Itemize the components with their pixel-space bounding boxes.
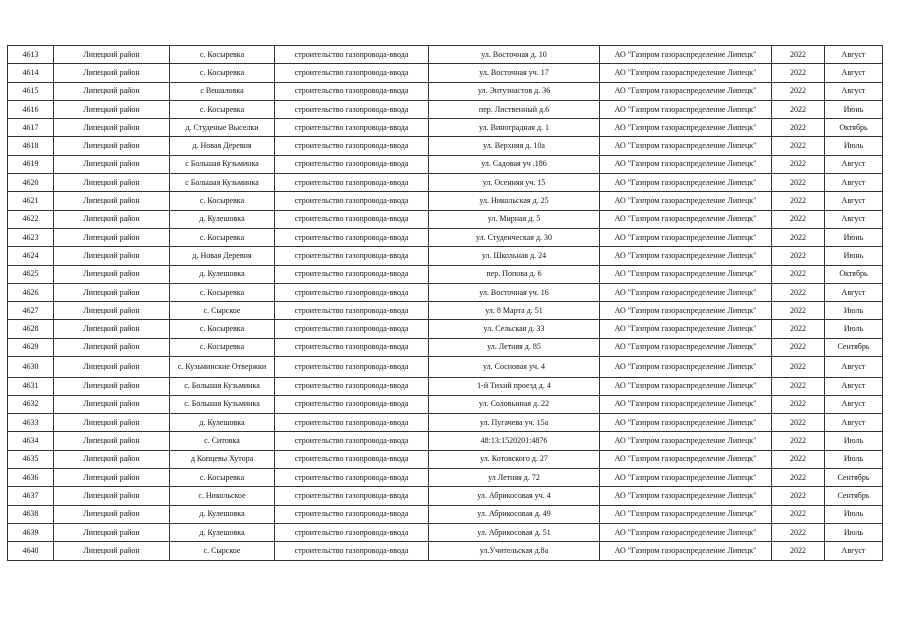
company-cell: АО "Газпром газораспределение Липецк" [600,100,772,118]
company-cell: АО "Газпром газораспределение Липецк" [600,247,772,265]
work-type-cell: строительство газопровода-ввода [275,46,429,64]
district-cell: Липецкий район [54,265,170,283]
district-cell: Липецкий район [54,100,170,118]
year-cell: 2022 [772,432,825,450]
year-cell: 2022 [772,100,825,118]
locality-cell: с Большая Кузьминка [170,155,275,173]
company-cell: АО "Газпром газораспределение Липецк" [600,338,772,356]
company-cell: АО "Газпром газораспределение Липецк" [600,283,772,301]
locality-cell: с. Косыревка [170,338,275,356]
year-cell: 2022 [772,155,825,173]
work-type-cell: строительство газопровода-ввода [275,487,429,505]
table-row [8,192,883,210]
month-cell: Август [825,192,883,210]
month-cell: Август [825,377,883,395]
district-cell: Липецкий район [54,210,170,228]
address-cell: ул. Никольская д. 25 [429,192,600,210]
table-row [8,414,883,432]
address-cell: ул. Студенческая д. 30 [429,228,600,246]
locality-cell: д. Кулешовка [170,210,275,228]
table-row [8,155,883,173]
locality-cell: д. Студеные Выселки [170,119,275,137]
month-cell: Июль [825,302,883,320]
work-type-cell: строительство газопровода-ввода [275,395,429,413]
month-cell: Июль [825,432,883,450]
year-cell: 2022 [772,64,825,82]
company-cell: АО "Газпром газораспределение Липецк" [600,119,772,137]
month-cell: Июль [825,523,883,541]
month-cell: Август [825,395,883,413]
locality-cell: с. Сырское [170,542,275,560]
locality-cell: д. Новая Деревня [170,137,275,155]
row-number-cell: 4628 [8,320,54,338]
table-row [8,395,883,413]
month-cell: Июль [825,505,883,523]
work-type-cell: строительство газопровода-ввода [275,338,429,356]
row-number-cell: 4637 [8,487,54,505]
address-cell: ул. Соловьиная д. 22 [429,395,600,413]
company-cell: АО "Газпром газораспределение Липецк" [600,469,772,487]
work-type-cell: строительство газопровода-ввода [275,302,429,320]
company-cell: АО "Газпром газораспределение Липецк" [600,487,772,505]
row-number-cell: 4633 [8,414,54,432]
locality-cell: с. Кузьминские Отвержки [170,357,275,378]
table-row [8,302,883,320]
address-cell: ул. Восточная уч. 17 [429,64,600,82]
work-type-cell: строительство газопровода-ввода [275,283,429,301]
district-cell: Липецкий район [54,228,170,246]
company-cell: АО "Газпром газораспределение Липецк" [600,377,772,395]
month-cell: Август [825,174,883,192]
address-cell: ул. Виноградная д. 1 [429,119,600,137]
address-cell: ул. Сосновая уч. 4 [429,357,600,378]
table-row [8,377,883,395]
locality-cell: с. Косыревка [170,469,275,487]
row-number-cell: 4639 [8,523,54,541]
work-type-cell: строительство газопровода-ввода [275,192,429,210]
year-cell: 2022 [772,320,825,338]
district-cell: Липецкий район [54,469,170,487]
locality-cell: с. Косыревка [170,64,275,82]
company-cell: АО "Газпром газораспределение Липецк" [600,357,772,378]
year-cell: 2022 [772,414,825,432]
locality-cell: д Копцевы Хутора [170,450,275,468]
address-cell: ул. Школьная д. 24 [429,247,600,265]
table-row [8,100,883,118]
district-cell: Липецкий район [54,192,170,210]
table-row [8,469,883,487]
work-type-cell: строительство газопровода-ввода [275,82,429,100]
work-type-cell: строительство газопровода-ввода [275,542,429,560]
district-cell: Липецкий район [54,377,170,395]
month-cell: Август [825,283,883,301]
address-cell: ул. Восточная уч. 16 [429,283,600,301]
company-cell: АО "Газпром газораспределение Липецк" [600,210,772,228]
row-number-cell: 4616 [8,100,54,118]
table-row [8,338,883,356]
row-number-cell: 4636 [8,469,54,487]
table-row [8,82,883,100]
district-cell: Липецкий район [54,357,170,378]
company-cell: АО "Газпром газораспределение Липецк" [600,414,772,432]
table-row [8,228,883,246]
table-row [8,46,883,64]
row-number-cell: 4625 [8,265,54,283]
row-number-cell: 4635 [8,450,54,468]
row-number-cell: 4626 [8,283,54,301]
row-number-cell: 4622 [8,210,54,228]
locality-cell: д. Кулешовка [170,265,275,283]
gasification-table [7,45,883,561]
locality-cell: с. Большая Кузьминка [170,395,275,413]
month-cell: Сентябрь [825,487,883,505]
year-cell: 2022 [772,137,825,155]
district-cell: Липецкий район [54,82,170,100]
month-cell: Июнь [825,247,883,265]
locality-cell: д. Новая Деревня [170,247,275,265]
year-cell: 2022 [772,283,825,301]
company-cell: АО "Газпром газораспределение Липецк" [600,320,772,338]
address-cell: ул. Абрикосовая д. 49 [429,505,600,523]
work-type-cell: строительство газопровода-ввода [275,265,429,283]
row-number-cell: 4624 [8,247,54,265]
year-cell: 2022 [772,192,825,210]
locality-cell: с. Косыревка [170,192,275,210]
locality-cell: с. Ситовка [170,432,275,450]
work-type-cell: строительство газопровода-ввода [275,523,429,541]
district-cell: Липецкий район [54,414,170,432]
district-cell: Липецкий район [54,432,170,450]
month-cell: Сентябрь [825,338,883,356]
row-number-cell: 4627 [8,302,54,320]
row-number-cell: 4613 [8,46,54,64]
year-cell: 2022 [772,46,825,64]
work-type-cell: строительство газопровода-ввода [275,174,429,192]
table-row [8,247,883,265]
table-row [8,64,883,82]
district-cell: Липецкий район [54,174,170,192]
row-number-cell: 4620 [8,174,54,192]
year-cell: 2022 [772,469,825,487]
table-row [8,174,883,192]
year-cell: 2022 [772,82,825,100]
table-row [8,487,883,505]
locality-cell: д. Кулешовка [170,505,275,523]
locality-cell: с. Косыревка [170,320,275,338]
year-cell: 2022 [772,228,825,246]
row-number-cell: 4615 [8,82,54,100]
month-cell: Июль [825,320,883,338]
month-cell: Август [825,210,883,228]
work-type-cell: строительство газопровода-ввода [275,320,429,338]
month-cell: Август [825,414,883,432]
address-cell: ул. Пугачева уч. 15а [429,414,600,432]
district-cell: Липецкий район [54,450,170,468]
month-cell: Август [825,82,883,100]
work-type-cell: строительство газопровода-ввода [275,100,429,118]
row-number-cell: 4632 [8,395,54,413]
work-type-cell: строительство газопровода-ввода [275,119,429,137]
district-cell: Липецкий район [54,283,170,301]
year-cell: 2022 [772,302,825,320]
district-cell: Липецкий район [54,395,170,413]
locality-cell: с. Косыревка [170,46,275,64]
table-row [8,283,883,301]
locality-cell: д. Кулешовка [170,414,275,432]
company-cell: АО "Газпром газораспределение Липецк" [600,302,772,320]
district-cell: Липецкий район [54,46,170,64]
company-cell: АО "Газпром газораспределение Липецк" [600,395,772,413]
table-body [8,46,883,561]
address-cell: ул. Летняя д. 85 [429,338,600,356]
district-cell: Липецкий район [54,247,170,265]
company-cell: АО "Газпром газораспределение Липецк" [600,137,772,155]
table-row [8,119,883,137]
year-cell: 2022 [772,210,825,228]
table-row [8,265,883,283]
year-cell: 2022 [772,395,825,413]
work-type-cell: строительство газопровода-ввода [275,505,429,523]
address-cell: ул. Верхняя д. 10а [429,137,600,155]
table-row [8,450,883,468]
month-cell: Сентябрь [825,469,883,487]
table-row [8,137,883,155]
district-cell: Липецкий район [54,505,170,523]
address-cell: ул. Осенняя уч. 15 [429,174,600,192]
company-cell: АО "Газпром газораспределение Липецк" [600,228,772,246]
district-cell: Липецкий район [54,64,170,82]
table-row [8,523,883,541]
locality-cell: с. Никольское [170,487,275,505]
work-type-cell: строительство газопровода-ввода [275,469,429,487]
district-cell: Липецкий район [54,338,170,356]
table-row [8,505,883,523]
address-cell: 1-й Тихий проезд д. 4 [429,377,600,395]
year-cell: 2022 [772,505,825,523]
month-cell: Июнь [825,100,883,118]
month-cell: Август [825,155,883,173]
year-cell: 2022 [772,542,825,560]
month-cell: Август [825,46,883,64]
table-row [8,432,883,450]
row-number-cell: 4640 [8,542,54,560]
row-number-cell: 4621 [8,192,54,210]
company-cell: АО "Газпром газораспределение Липецк" [600,450,772,468]
address-cell: ул. Восточная д. 10 [429,46,600,64]
locality-cell: с Большая Кузьминка [170,174,275,192]
company-cell: АО "Газпром газораспределение Липецк" [600,174,772,192]
row-number-cell: 4614 [8,64,54,82]
address-cell: ул. Абрикосовая уч. 4 [429,487,600,505]
company-cell: АО "Газпром газораспределение Липецк" [600,64,772,82]
district-cell: Липецкий район [54,523,170,541]
table-row [8,542,883,560]
district-cell: Липецкий район [54,137,170,155]
row-number-cell: 4619 [8,155,54,173]
company-cell: АО "Газпром газораспределение Липецк" [600,82,772,100]
work-type-cell: строительство газопровода-ввода [275,432,429,450]
address-cell: пер. Лиственный д.6 [429,100,600,118]
work-type-cell: строительство газопровода-ввода [275,137,429,155]
month-cell: Июнь [825,228,883,246]
address-cell: ул.Учительская д.8а [429,542,600,560]
year-cell: 2022 [772,119,825,137]
company-cell: АО "Газпром газораспределение Липецк" [600,505,772,523]
month-cell: Июль [825,450,883,468]
work-type-cell: строительство газопровода-ввода [275,247,429,265]
address-cell: 48:13:1520201:4876 [429,432,600,450]
address-cell: ул. Абрикосовая д. 51 [429,523,600,541]
locality-cell: с Вешаловка [170,82,275,100]
month-cell: Август [825,357,883,378]
company-cell: АО "Газпром газораспределение Липецк" [600,542,772,560]
year-cell: 2022 [772,338,825,356]
month-cell: Октябрь [825,119,883,137]
company-cell: АО "Газпром газораспределение Липецк" [600,523,772,541]
address-cell: ул. 8 Марта д. 51 [429,302,600,320]
district-cell: Липецкий район [54,119,170,137]
year-cell: 2022 [772,247,825,265]
address-cell: пер. Попова д. 6 [429,265,600,283]
district-cell: Липецкий район [54,302,170,320]
table-row [8,357,883,378]
district-cell: Липецкий район [54,320,170,338]
year-cell: 2022 [772,174,825,192]
row-number-cell: 4631 [8,377,54,395]
work-type-cell: строительство газопровода-ввода [275,450,429,468]
year-cell: 2022 [772,487,825,505]
locality-cell: с. Сырское [170,302,275,320]
company-cell: АО "Газпром газораспределение Липецк" [600,46,772,64]
month-cell: Октябрь [825,265,883,283]
locality-cell: с. Косыревка [170,283,275,301]
address-cell: ул. Котовского д. 27 [429,450,600,468]
row-number-cell: 4617 [8,119,54,137]
row-number-cell: 4629 [8,338,54,356]
year-cell: 2022 [772,357,825,378]
month-cell: Август [825,542,883,560]
district-cell: Липецкий район [54,542,170,560]
table-row [8,320,883,338]
work-type-cell: строительство газопровода-ввода [275,377,429,395]
row-number-cell: 4630 [8,357,54,378]
work-type-cell: строительство газопровода-ввода [275,210,429,228]
address-cell: ул. Сельская д. 33 [429,320,600,338]
year-cell: 2022 [772,450,825,468]
company-cell: АО "Газпром газораспределение Липецк" [600,192,772,210]
company-cell: АО "Газпром газораспределение Липецк" [600,265,772,283]
address-cell: ул. Мирная д. 5 [429,210,600,228]
row-number-cell: 4638 [8,505,54,523]
work-type-cell: строительство газопровода-ввода [275,155,429,173]
work-type-cell: строительство газопровода-ввода [275,414,429,432]
row-number-cell: 4623 [8,228,54,246]
district-cell: Липецкий район [54,155,170,173]
month-cell: Август [825,64,883,82]
year-cell: 2022 [772,265,825,283]
address-cell: ул. Энтузиастов д. 36 [429,82,600,100]
row-number-cell: 4634 [8,432,54,450]
year-cell: 2022 [772,523,825,541]
locality-cell: с. Косыревка [170,228,275,246]
month-cell: Июль [825,137,883,155]
company-cell: АО "Газпром газораспределение Липецк" [600,155,772,173]
locality-cell: с. Косыревка [170,100,275,118]
address-cell: ул Летняя д. 72 [429,469,600,487]
district-cell: Липецкий район [54,487,170,505]
row-number-cell: 4618 [8,137,54,155]
address-cell: ул. Садовая уч .186 [429,155,600,173]
table-row [8,210,883,228]
company-cell: АО "Газпром газораспределение Липецк" [600,432,772,450]
work-type-cell: строительство газопровода-ввода [275,357,429,378]
year-cell: 2022 [772,377,825,395]
work-type-cell: строительство газопровода-ввода [275,64,429,82]
locality-cell: д. Кулешовка [170,523,275,541]
locality-cell: с. Большая Кузьминка [170,377,275,395]
work-type-cell: строительство газопровода-ввода [275,228,429,246]
